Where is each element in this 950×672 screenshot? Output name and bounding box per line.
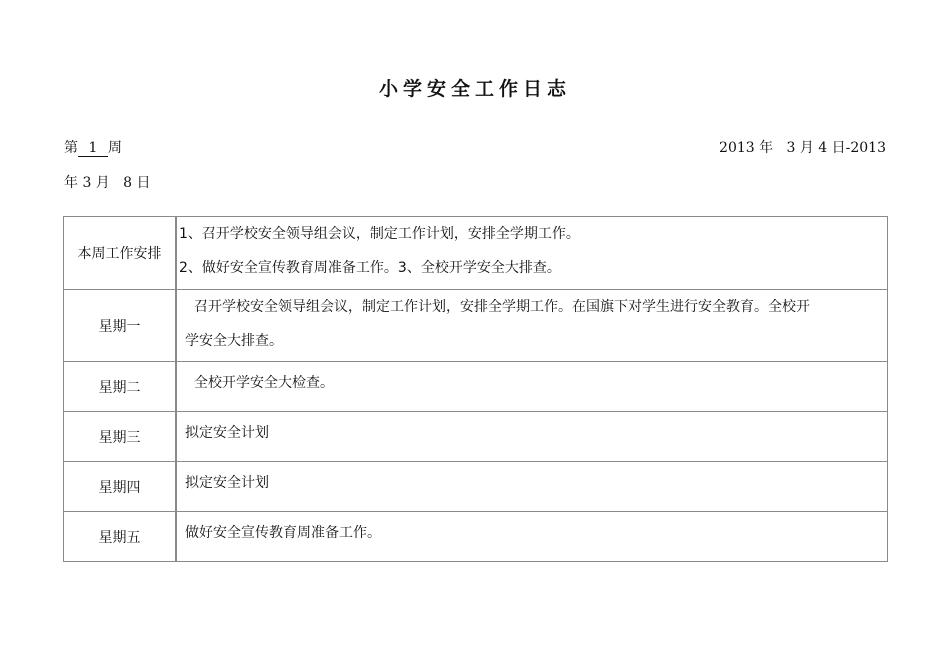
date-range-end: 年 3 月 8 日: [64, 175, 151, 191]
date-range-start: 2013 年 3 月 4 日-2013: [719, 140, 886, 156]
friday-text: 做好安全宣传教育周准备工作。: [185, 525, 381, 541]
table-row: [64, 290, 888, 362]
row-label-weekly-plan: 本周工作安排: [64, 217, 177, 290]
row-label-friday: 星期五: [64, 512, 177, 562]
wednesday-text: 拟定安全计划: [185, 425, 269, 441]
document-title: 小学安全工作日志: [378, 78, 571, 100]
week-prefix: 第: [64, 140, 78, 156]
row-content-weekly-plan: [176, 217, 888, 290]
row-content-tuesday: [176, 362, 888, 412]
table-row: [64, 412, 888, 462]
week-number: 1: [78, 140, 108, 157]
row-content-monday: [176, 290, 888, 362]
row-label-monday: 星期一: [64, 290, 177, 362]
row-label-thursday: 星期四: [64, 462, 177, 512]
monday-line-2: 学安全大排查。: [185, 333, 283, 349]
table-row: [64, 217, 888, 290]
row-label-wednesday: 星期三: [64, 412, 177, 462]
row-content-friday: [176, 512, 888, 562]
monday-line-1: 召开学校安全领导组会议，制定工作计划，安排全学期工作。在国旗下对学生进行安全教育。全校开: [194, 299, 810, 315]
table-row: [64, 362, 888, 412]
row-label-tuesday: 星期二: [64, 362, 177, 412]
row-content-thursday: [176, 462, 888, 512]
safety-log-table: [63, 216, 888, 562]
table-row: [64, 462, 888, 512]
weekly-plan-line-1: 1、召开学校安全领导组会议，制定工作计划，安排全学期工作。: [179, 226, 580, 242]
weekly-plan-line-2: 2、做好安全宣传教育周准备工作。3、全校开学安全大排查。: [179, 260, 561, 276]
week-indicator: [64, 137, 122, 157]
week-suffix: 周: [108, 140, 122, 156]
table-row: [64, 512, 888, 562]
thursday-text: 拟定安全计划: [185, 475, 269, 491]
tuesday-text: 全校开学安全大检查。: [194, 375, 334, 391]
row-content-wednesday: [176, 412, 888, 462]
